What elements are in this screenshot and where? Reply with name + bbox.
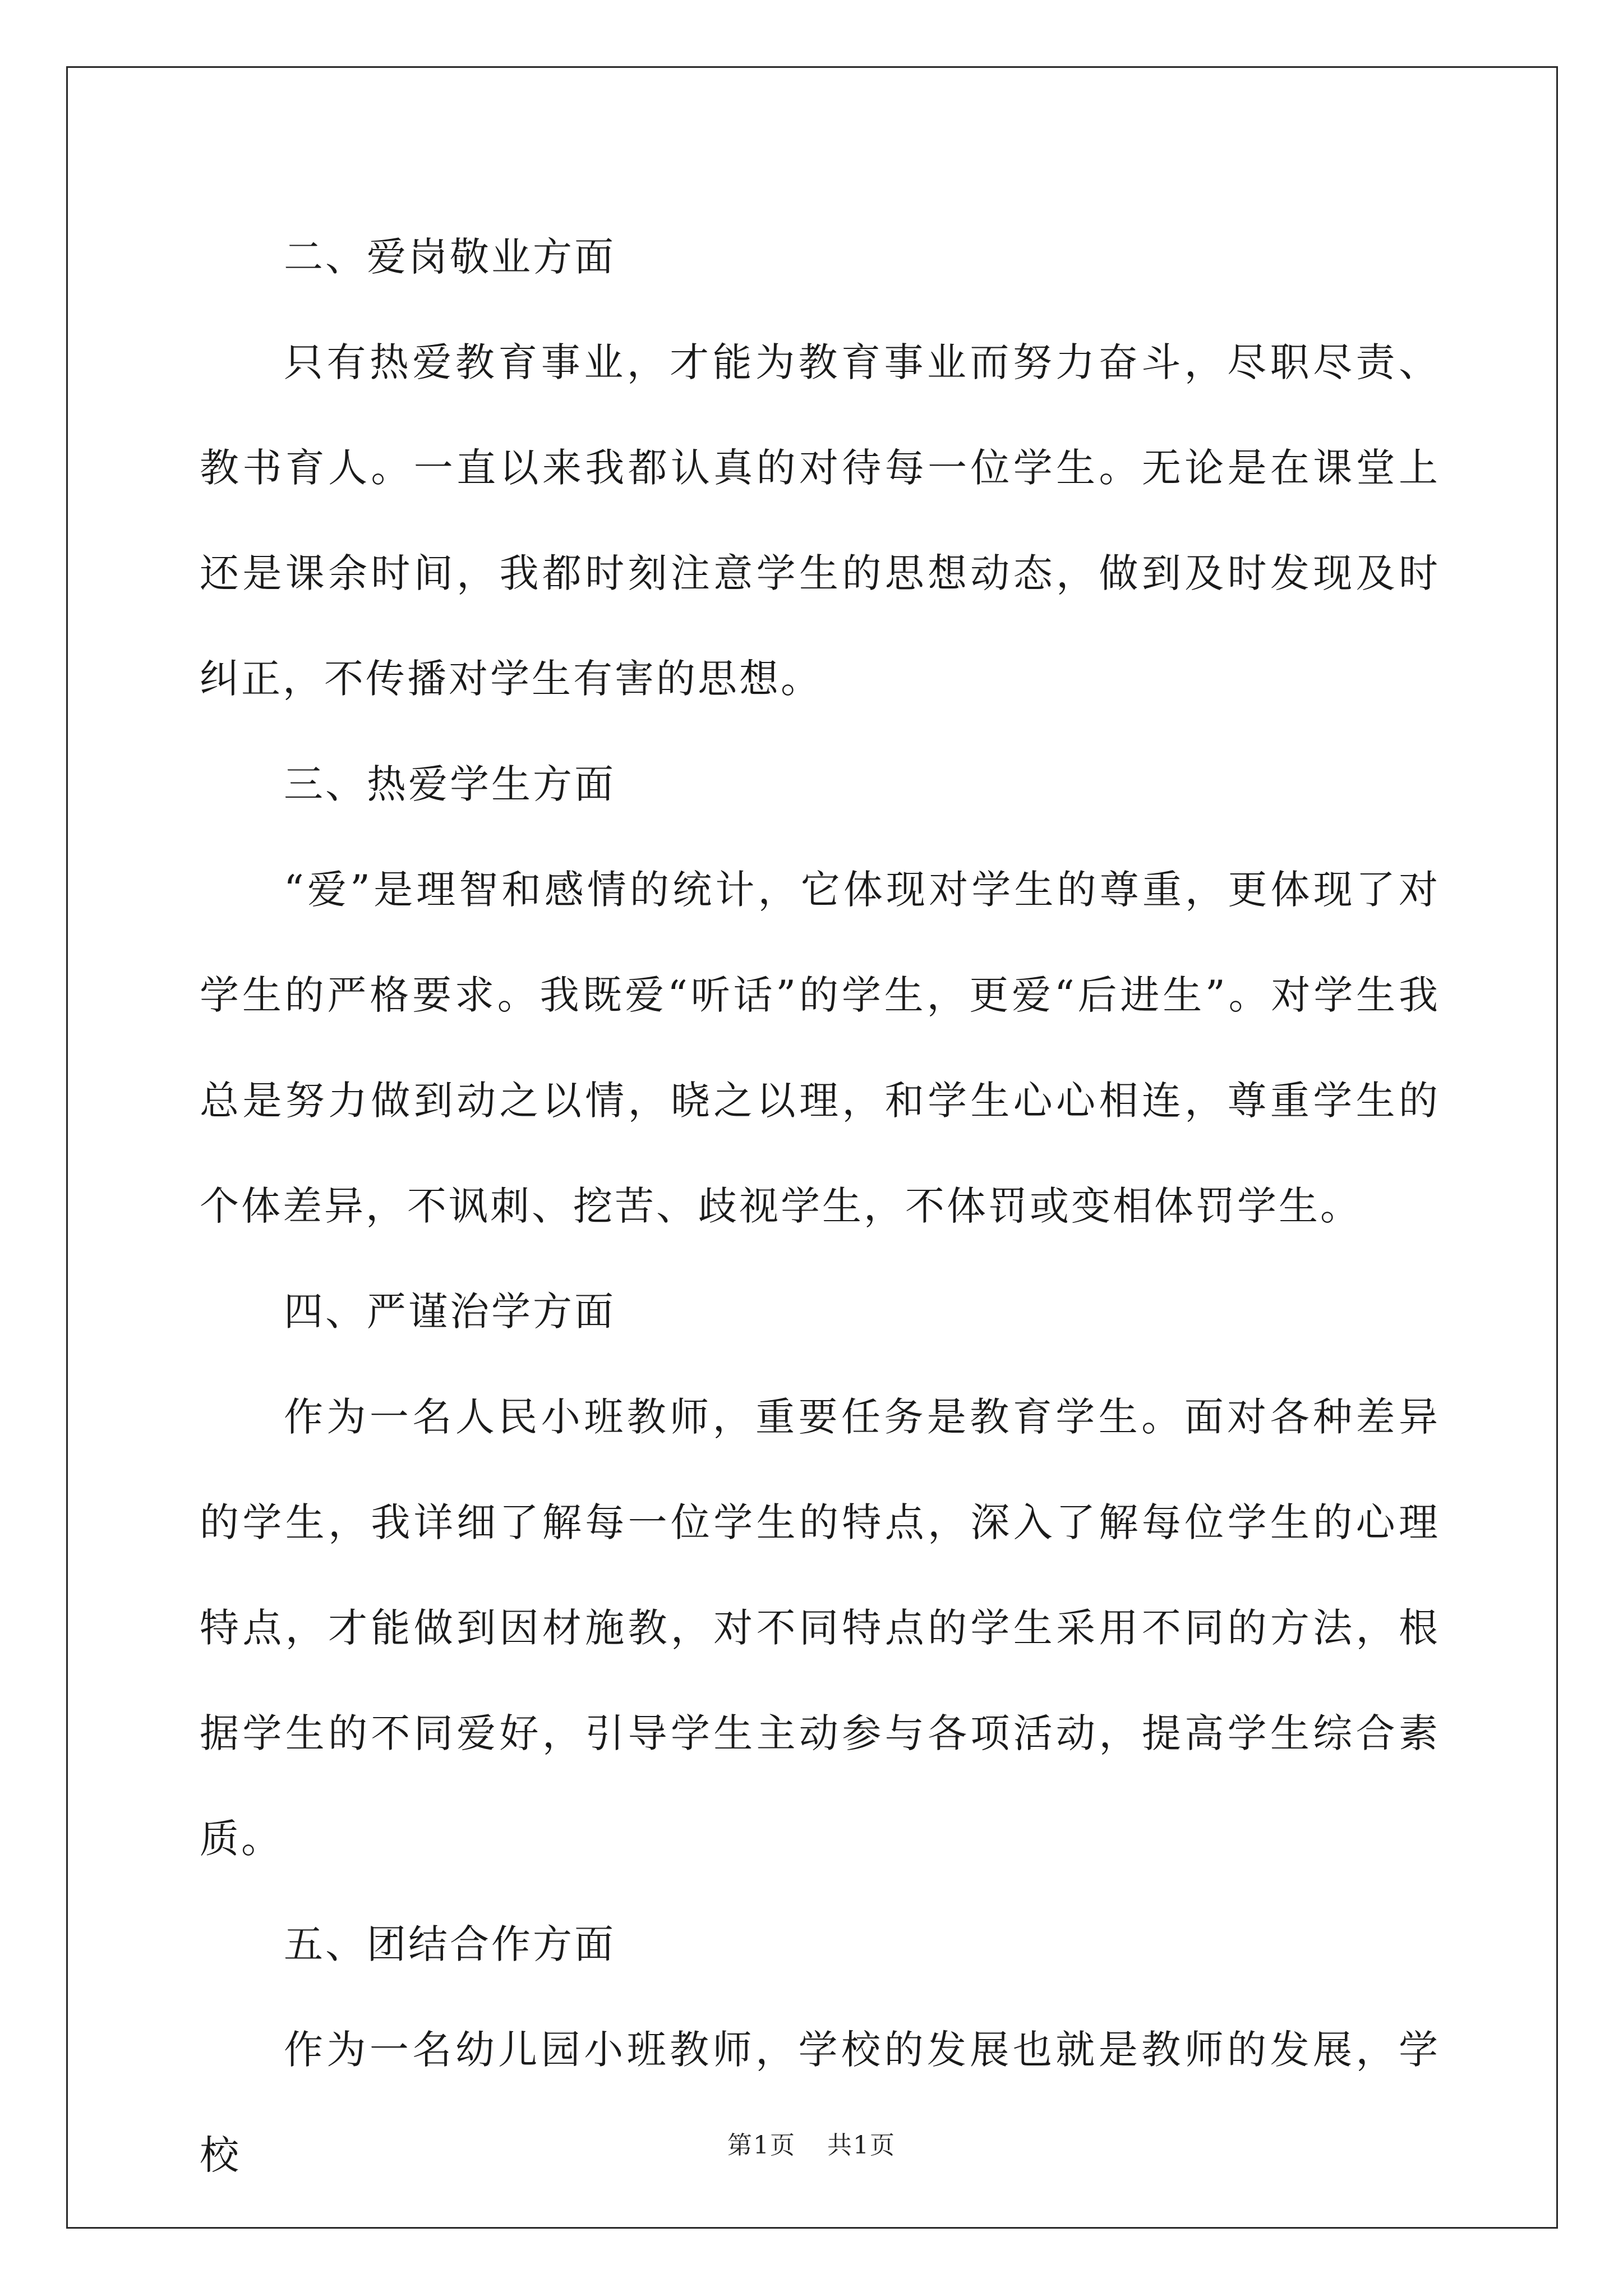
section-heading-2: 二、爱岗敬业方面: [284, 234, 616, 280]
body-paragraph: “爱”是理智和感情的统计，它体现对学生的尊重，更体现了对学生的严格要求。我既爱“听话”的学生，更爱“后进生”。对学生我总是努力做到动之以情，晓之以理，和学生心心相连，尊重学生的个体差异，不讽刺、挖苦、歧视学生，不体罚或变相体罚学生。: [200, 867, 1440, 1229]
body-paragraph: 作为一名幼儿园小班教师，学校的发展也就是教师的发展，学校: [200, 2027, 1440, 2178]
page-total: 共1页: [827, 2131, 896, 2160]
document-body: [200, 204, 1440, 2208]
body-paragraph: 作为一名人民小班教师，重要任务是教育学生。面对各种差异的学生，我详细了解每一位学生的特点，深入了解每位学生的心理特点，才能做到因材施教，对不同特点的学生采用不同的方法，根据学生的不同爱好，引导学生主动参与各项活动，提高学生综合素质。: [200, 1394, 1440, 1862]
page-number: 第1页: [727, 2131, 796, 2160]
section-heading-5: 五、团结合作方面: [284, 1921, 616, 1967]
body-paragraph: 只有热爱教育事业，才能为教育事业而努力奋斗，尽职尽责、教书育人。一直以来我都认真的对待每一位学生。无论是在课堂上还是课余时间，我都时刻注意学生的思想动态，做到及时发现及时纠正，不传播对学生有害的思想。: [200, 339, 1440, 702]
page-footer: [0, 2125, 1623, 2161]
section-heading-4: 四、严谨治学方面: [284, 1289, 616, 1335]
section-heading-3: 三、热爱学生方面: [284, 761, 616, 807]
